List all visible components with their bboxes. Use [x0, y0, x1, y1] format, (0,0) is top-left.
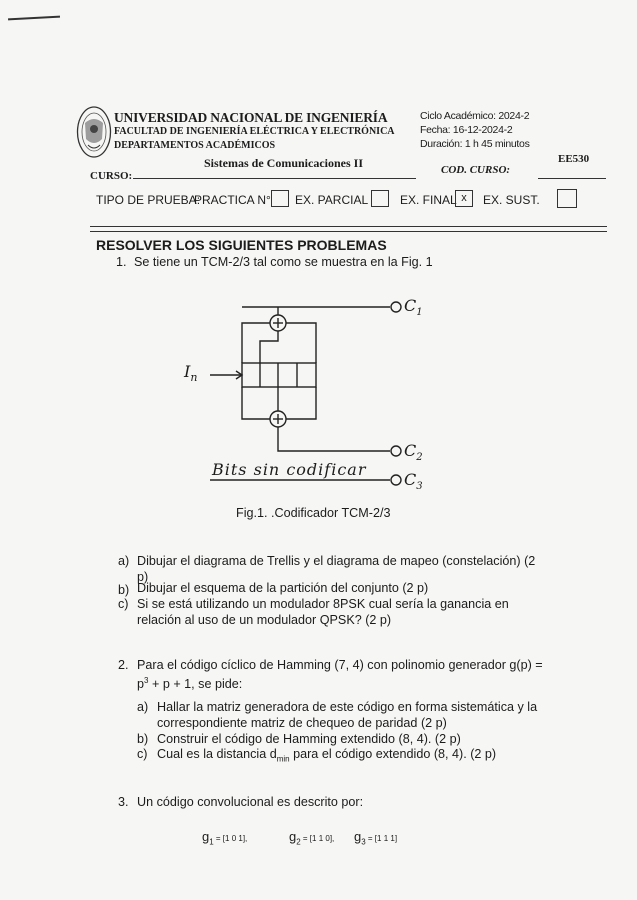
problem-1b-text: Dibujar el esquema de la partición del conjunto (2 p)	[137, 581, 429, 595]
problem-2-number: 2.	[118, 658, 129, 672]
university-name: UNIVERSIDAD NACIONAL DE INGENIERÍA	[114, 110, 388, 125]
item-letter: a)	[118, 554, 130, 568]
course-label: CURSO:	[90, 170, 133, 182]
partial-label: EX. PARCIAL	[295, 193, 369, 207]
pen-stroke	[8, 16, 60, 20]
problem-2-line2: $p^3 + p + 1$, se pide:	[137, 676, 243, 692]
problem-2b-text: Construir el código de Hamming extendido (8, 4). (2 p)	[157, 732, 461, 746]
item-letter: a)	[137, 700, 149, 714]
code-underline	[538, 178, 606, 179]
substitute-checkbox	[557, 189, 577, 208]
problem-2a-text: Hallar la matriz generadora de este código en forma sistemática y la	[157, 700, 538, 714]
problem-2a-cont: correspondiente matriz de chequeo de paridad (2 p)	[157, 716, 447, 730]
item-letter: b)	[118, 583, 130, 597]
final-checkbox: x	[455, 190, 473, 207]
academic-cycle: Ciclo Académico: 2024-2	[420, 110, 530, 122]
problem-1-number: 1.	[116, 255, 127, 269]
problem-3-text: Un código convolucional es descrito por:	[137, 795, 364, 809]
item-letter: c)	[137, 747, 148, 761]
generator-g1: $g_1 = [1$ 0 1],	[202, 829, 248, 847]
practice-checkbox	[271, 190, 289, 207]
generator-g2: $g_2 = [1$ 1 0],	[289, 829, 335, 847]
faculty-name: FACULTAD DE INGENIERÍA ELÉCTRICA Y ELECTRÓNICA	[114, 126, 395, 137]
problem-1a-text: Dibujar el diagrama de Trellis y el diagrama de mapeo (constelación) (2	[137, 554, 536, 568]
final-label: EX. FINAL	[400, 193, 457, 207]
item-letter: b)	[137, 732, 149, 746]
course-underline	[133, 178, 416, 179]
item-letter: c)	[118, 597, 129, 611]
input-label: $I_n$	[184, 362, 198, 385]
exam-duration: Duración: 1 h 45 minutos	[420, 138, 530, 150]
problem-1c-text: Si se está utilizando un modulador 8PSK cual sería la ganancia en	[137, 597, 509, 611]
header-divider	[90, 226, 607, 232]
substitute-label: EX. SUST.	[483, 193, 540, 207]
figure-1-caption: Fig.1. .Codificador TCM-2/3	[236, 506, 391, 520]
test-type-label: TIPO DE PRUEBA:	[96, 193, 201, 207]
problem-3-number: 3.	[118, 795, 129, 809]
output-c3-label: $C_3$	[404, 470, 423, 493]
problem-2-line1: Para el código cíclico de Hamming (7, 4) con polinomio generador g(p) =	[137, 658, 543, 672]
code-label: COD. CURSO:	[441, 164, 511, 176]
problem-1-text: Se tiene un TCM-2/3 tal como se muestra en la Fig. 1	[134, 255, 433, 269]
output-c1-label: $C_1$	[404, 296, 423, 319]
problem-1c-cont: relación al uso de un modulador QPSK? (2 p)	[137, 613, 392, 627]
practice-label: PRACTICA N°	[194, 193, 271, 207]
instructions-heading: RESOLVER LOS SIGUIENTES PROBLEMAS	[96, 237, 387, 253]
output-c2-label: $C_2$	[404, 441, 423, 464]
uncoded-bits-label: Bits sin codificar	[212, 460, 367, 479]
generator-g3: $g_3 = [1$ 1 1]	[354, 829, 398, 847]
problem-1a-cont: p)	[137, 570, 149, 584]
course-code: EE530	[558, 153, 590, 165]
department-name: DEPARTAMENTOS ACADÉMICOS	[114, 140, 276, 151]
exam-date: Fecha: 16-12-2024-2	[420, 124, 513, 136]
university-seal-logo	[76, 105, 112, 159]
problem-2c-text: Cual es la distancia $d_{min}$ para el código extendido (8, 4). (2 p)	[157, 747, 497, 764]
course-name: Sistemas de Comunicaciones II	[204, 156, 364, 170]
partial-checkbox	[371, 190, 389, 207]
